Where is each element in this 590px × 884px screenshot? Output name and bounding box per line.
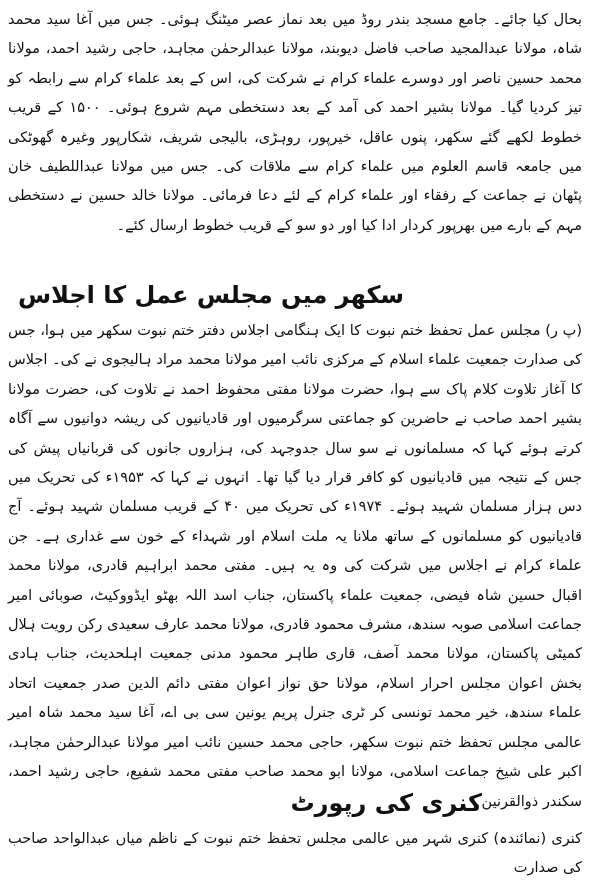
paragraph-sindh-campaign: بحال کیا جائے۔ جامع مسجد بندر روڈ میں بعد نماز عصر میٹنگ ہوئی۔ جس میں آغا سید محمد شاہ، مولانا عبدالمجید صاحب فاضل دیوبند، مولانا عبدالرحمٰن مجاہد، حاجی رشید احمد، مولانا محمد حسین ناصر اور دوسرے علماء کرام نے شرکت کی، اس کے بعد علماء کرام سے رابطہ کو تیز کردیا گیا۔ مولانا بشیر احمد کی آمد کے بعد دستخطی مہم شروع ہوئی۔ ۱۵۰۰ کے قریب خطوط لکھے گئے سکھر، پنوں عاقل، خیرپور، روہڑی، بالیجی شریف، شکارپور وغیرہ گھوٹکی میں جامعہ قاسم العلوم میں علماء کرام سے ملاقات کی۔ جس میں مولانا عبداللطیف خان پٹھان نے جماعت کے رفقاء اور علماء کرام کے لئے دعا فرمائی۔ مولانا خالد حسین نے دستخطی مہم کے بارے میں بھرپور کردار ادا کیا اور دو سو کے قریب خطوط ارسال کئے۔ — [8, 12, 583, 234]
heading-sukkur-meeting: سکھر میں مجلس عمل کا اجلاس — [18, 281, 404, 309]
paragraph-kunri-report: کنری (نمائندہ) کنری شہر میں عالمی مجلس تحفظ ختم نبوت کے ناظم میاں عبدالواحد صاحب کی صدارت — [8, 831, 582, 877]
paragraph-sukkur-meeting: (پ ر) مجلس عمل تحفظ ختم نبوت کا ایک ہنگامی اجلاس دفتر ختم نبوت سکھر میں ہوا، جس کی صدارت جمعیت علماء اسلام کے مرکزی نائب امیر مولانا محمد مراد ہالیجوی نے کی۔ اجلاس کا آغاز تلاوت کلام پاک سے ہوا، حضرت مولانا مفتی محفوظ احمد نے تلاوت کی، حضرت مولانا بشیر احمد صاحب نے حاضرین کو جماعتی سرگرمیوں اور قادیانیوں کی ریشہ دوانیوں سے آگاہ کرتے ہوئے کہا کہ مسلمانوں نے سو سال جدوجہد کی، ہزاروں جانوں کی قربانیاں پیش کی جس کے نتیجہ میں قادیانیوں کو کافر قرار دیا گیا تھا۔ انہوں نے کہا کہ ۱۹۵۳ء کی تحریک میں دس ہزار مسلمان شہید ہوئے۔ ۱۹۷۴ء کی تحریک میں ۴۰ کے قریب مسلمان شہید ہوئے۔ آج قادیانیوں کو مسلمانوں کے ساتھ ملانا یہ ملت اسلام اور شہداء کے خون سے غداری ہے۔ جن علماء کرام نے اجلاس میں شرکت کی وہ یہ ہیں۔ مفتی محمد ابراہیم قادری، مولانا محمد اقبال حسین شاہ فیضی، جمعیت علماء پاکستان، جناب اسد اللہ بھٹو ایڈووکیٹ، صوبائی امیر جماعت اسلامی صوبہ سندھ، مشرف محمود قادری، مولانا محمد عارف سعیدی رکن رویت ہلال کمیٹی پاکستان، مولانا محمد آصف، قاری طاہر محمود مدنی جمعیت اہلحدیث، جناب ہادی بخش اعوان مجلس احرار اسلام، مولانا حق نواز اعوان مفتی دائم الدین صدر جمعیت اتحاد علماء سندھ، خیر محمد تونسی کر ٹری جنرل پریم یونین سی بی اے، آغا سید محمد شاہ امیر عالمی مجلس تحفظ ختم نبوت سکھر، حاجی محمد حسین نائب امیر مولانا عبدالرحمٰن مجاہد، اکبر علی شیخ جماعت اسلامی، مولانا ابو محمد صاحب مفتی محمد شفیع، حاجی رشید احمد، سکندر ذوالقرنین۔ — [8, 323, 582, 810]
heading-kunri-report: کنری کی رپورٹ — [290, 789, 482, 817]
document-page — [8, 6, 583, 877]
